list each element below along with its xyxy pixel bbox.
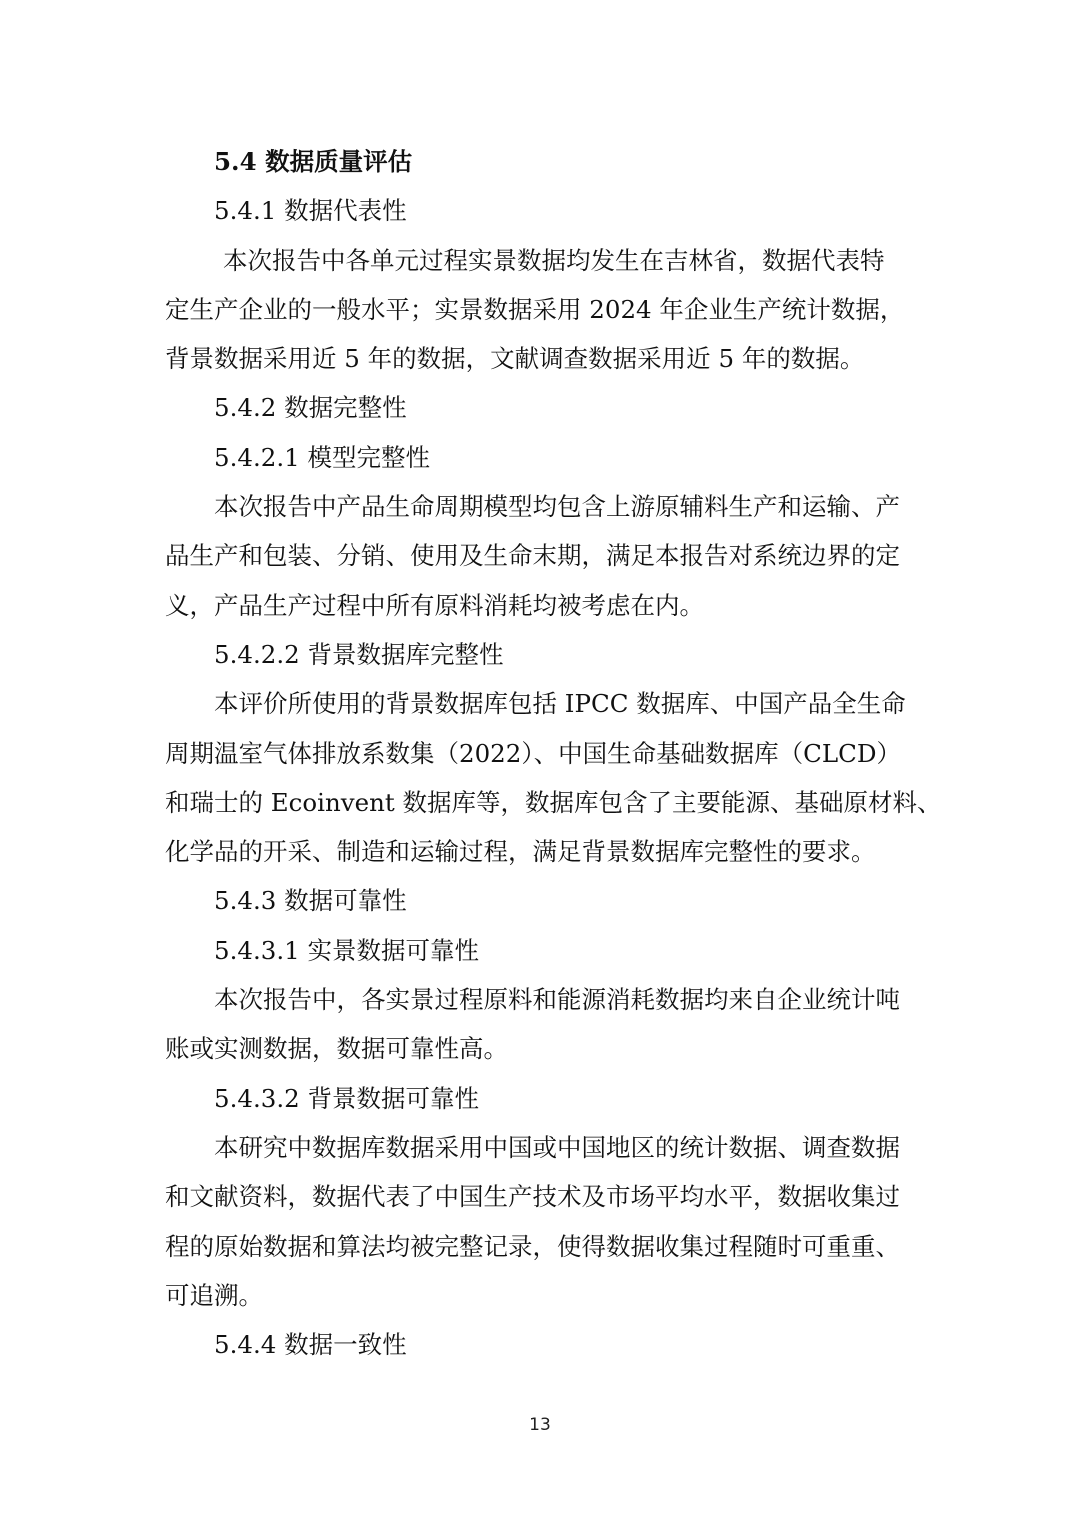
subsection-title-5-4-4: 5.4.4 数据一致性 xyxy=(214,1330,407,1360)
paragraph-line: 义，产品生产过程中所有原料消耗均被考虑在内。 xyxy=(165,590,704,620)
paragraph-line: 周期温室气体排放系数集（2022）、中国生命基础数据库（CLCD） xyxy=(165,738,902,768)
paragraph-line: 品生产和包装、分销、使用及生命末期，满足本报告对系统边界的定 xyxy=(165,541,900,571)
paragraph-line: 本研究中数据库数据采用中国或中国地区的统计数据、调查数据 xyxy=(214,1132,900,1162)
subsection-title-5-4-1: 5.4.1 数据代表性 xyxy=(214,196,407,226)
paragraph-line: 本次报告中各单元过程实景数据均发生在吉林省，数据代表特 xyxy=(223,245,885,275)
page-content xyxy=(165,137,942,1369)
subsection-title-5-4-2-1: 5.4.2.1 模型完整性 xyxy=(214,442,431,472)
paragraph-line: 可追溯。 xyxy=(165,1280,263,1310)
paragraph-line: 化学品的开采、制造和运输过程，满足背景数据库完整性的要求。 xyxy=(165,837,876,867)
paragraph-line: 和文献资料，数据代表了中国生产技术及市场平均水平，数据收集过 xyxy=(165,1182,900,1212)
subsection-title-5-4-3-2: 5.4.3.2 背景数据可靠性 xyxy=(214,1083,480,1113)
subsection-title-5-4-2: 5.4.2 数据完整性 xyxy=(214,393,407,423)
paragraph-line: 本次报告中，各实景过程原料和能源消耗数据均来自企业统计吨 xyxy=(214,985,900,1015)
paragraph-line: 账或实测数据，数据可靠性高。 xyxy=(165,1034,508,1064)
subsection-title-5-4-2-2: 5.4.2.2 背景数据库完整性 xyxy=(214,639,504,669)
paragraph-line: 和瑞士的 Ecoinvent 数据库等，数据库包含了主要能源、基础原材料、 xyxy=(165,787,942,817)
section-heading: 5.4 数据质量评估 xyxy=(214,147,413,176)
page-number: 13 xyxy=(529,1415,551,1435)
subsection-title-5-4-3: 5.4.3 数据可靠性 xyxy=(214,886,407,916)
paragraph-line: 本次报告中产品生命周期模型均包含上游原辅料生产和运输、产 xyxy=(214,492,900,522)
subsection-title-5-4-3-1: 5.4.3.1 实景数据可靠性 xyxy=(214,935,480,965)
paragraph-line: 本评价所使用的背景数据库包括 IPCC 数据库、中国产品全生命 xyxy=(214,689,906,719)
paragraph-line: 定生产企业的一般水平；实景数据采用 2024 年企业生产统计数据， xyxy=(165,294,905,324)
paragraph-line: 背景数据采用近 5 年的数据，文献调查数据采用近 5 年的数据。 xyxy=(165,344,865,374)
paragraph-line: 程的原始数据和算法均被完整记录，使得数据收集过程随时可重重、 xyxy=(165,1231,900,1261)
